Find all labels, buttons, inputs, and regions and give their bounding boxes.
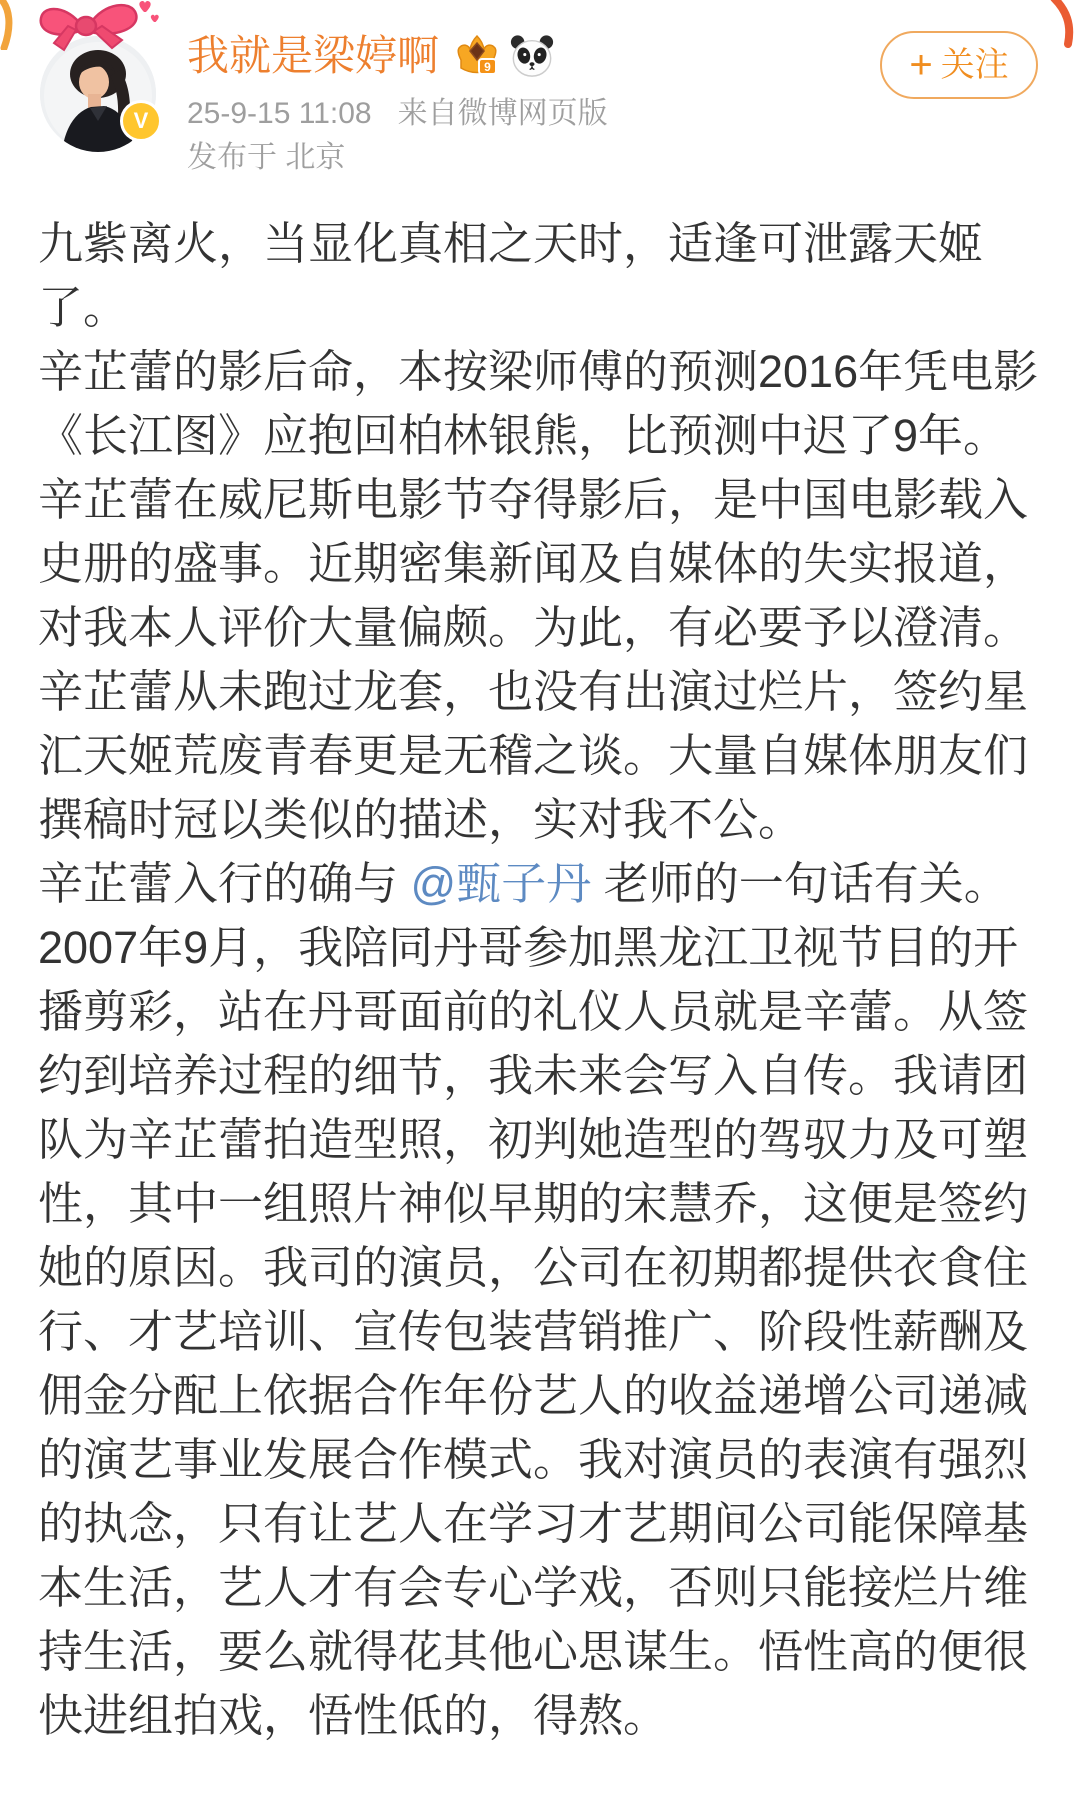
post-paragraph: 2007年9月，我陪同丹哥参加黑龙江卫视节目的开播剪彩，站在丹哥面前的礼仪人员就是辛蕾。从签约到培养过程的细节，我未来会写入自传。我请团队为辛芷蕾拍造型照，初判她造型的驾驭力及可塑性，其中一组照片神似早期的宋慧乔，这便是签约她的原因。我司的演员，公司在初期都提供衣食住行、才艺培训、宣传包装营销推广、阶段性薪酬及佣金分配上依据合作年份艺人的收益递增公司递减的演艺事业发展合作模式。我对演员的表演有强烈的执念，只有让艺人在学习才艺期间公司能保障基本生活，艺人才有会专心学戏，否则只能接烂片维持生活，要么就得花其他心思谋生。悟性高的便很快进组拍戏，悟性低的，得熬。 bbox=[38, 922, 1029, 1741]
vip-crown-level-icon bbox=[453, 34, 501, 78]
avatar-area bbox=[40, 36, 156, 152]
post-paragraph: 九紫离火，当显化真相之天时，适逢可泄露天姬了。 bbox=[38, 218, 984, 333]
heart-decoration-small-icon bbox=[151, 15, 159, 22]
mention-link[interactable]: @甄子丹 bbox=[410, 858, 592, 909]
follow-button[interactable] bbox=[880, 31, 1038, 99]
mention-text-before: 辛芷蕾入行的确与 bbox=[38, 858, 411, 909]
post-paragraph: 辛芷蕾从未跑过龙套，也没有出演过烂片，签约星汇天姬荒废青春更是无稽之谈。大量自媒体朋友们撰稿时冠以类似的描述，实对我不公。 bbox=[38, 666, 1029, 845]
vip-level-number: 9 bbox=[484, 60, 491, 74]
post-meta-row bbox=[187, 94, 608, 134]
timestamp: 25-9-15 11:08 bbox=[187, 97, 372, 130]
heart-decoration-icon bbox=[139, 1, 150, 12]
follow-button-label: 关注 bbox=[940, 46, 1009, 84]
plus-icon: + bbox=[909, 43, 933, 87]
panda-icon bbox=[509, 34, 555, 79]
author-row bbox=[187, 30, 555, 82]
post-paragraph: 辛芷蕾的影后命，本按梁师傅的预测2016年凭电影《长江图》应抱回柏林银熊，比预测中迟了9年。 bbox=[38, 346, 1039, 461]
post-paragraph: 辛芷蕾在威尼斯电影节夺得影后，是中国电影载入史册的盛事。近期密集新闻及自媒体的失实报道，对我本人评价大量偏颇。为此，有必要予以澄清。 bbox=[38, 474, 1029, 653]
corner-ribbon-right-icon bbox=[1046, 0, 1080, 48]
verified-letter: V bbox=[133, 108, 149, 133]
post-paragraph-with-mention bbox=[38, 852, 1042, 916]
author-name[interactable]: 我就是梁婷啊 bbox=[187, 32, 440, 79]
verified-badge bbox=[120, 100, 162, 142]
location-line: 发布于 北京 bbox=[187, 141, 346, 174]
source-link[interactable]: 来自微博网页版 bbox=[397, 97, 608, 130]
corner-ribbon-left-icon bbox=[0, 0, 16, 50]
post-content bbox=[38, 212, 1042, 1748]
mention-text-after: 老师的一句话有关。 bbox=[591, 858, 1009, 909]
